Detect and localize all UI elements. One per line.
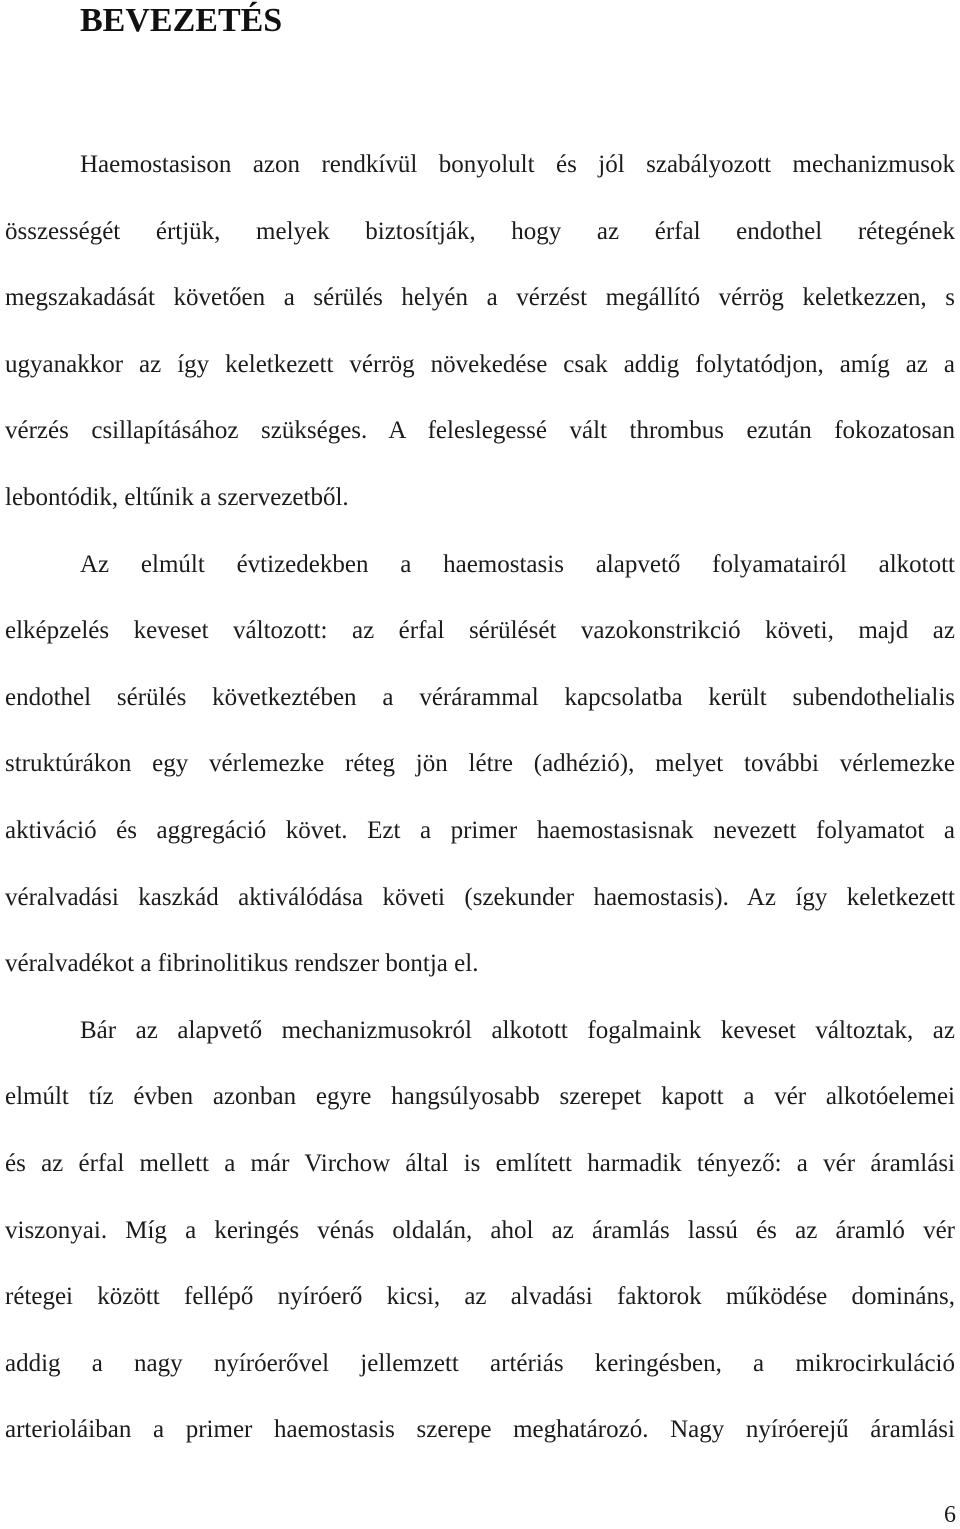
- text-line: aktiváció és aggregáció követ. Ezt a primer haemostasisnak nevezett folyamatot a: [5, 816, 955, 844]
- text-line: arterioláiban a primer haemostasis szerepe meghatározó. Nagy nyíróerejű áramlási: [5, 1416, 955, 1444]
- section-heading: BEVEZETÉS: [80, 2, 283, 39]
- text-line: összességét értjük, melyek biztosítják, hogy az érfal endothel rétegének: [5, 217, 955, 245]
- text-line: ugyanakkor az így keletkezett vérrög növekedése csak addig folytatódjon, amíg az a: [5, 350, 955, 378]
- text-line: véralvadási kaszkád aktiválódása követi (szekunder haemostasis). Az így keletkezett: [5, 883, 955, 911]
- paragraph-2: [5, 532, 955, 998]
- paragraph-3: [5, 998, 955, 1464]
- text-line: és az érfal mellett a már Virchow által is említett harmadik tényező: a vér áramlási: [5, 1149, 955, 1177]
- text-line: megszakadását követően a sérülés helyén a vérzést megállító vérrög keletkezzen, s: [5, 284, 955, 312]
- text-line: struktúrákon egy vérlemezke réteg jön létre (adhézió), melyet további vérlemezke: [5, 750, 955, 778]
- body-text: [5, 132, 955, 1464]
- page-number: 6: [944, 1502, 956, 1528]
- text-line: Haemostasison azon rendkívül bonyolult és jól szabályozott mechanizmusok: [80, 151, 955, 178]
- text-line: rétegei között fellépő nyíróerő kicsi, az alvadási faktorok működése domináns,: [5, 1283, 955, 1311]
- text-line: addig a nagy nyíróerővel jellemzett artériás keringésben, a mikrocirkuláció: [5, 1349, 955, 1377]
- text-line: Az elmúlt évtizedekben a haemostasis alapvető folyamatairól alkotott: [80, 550, 955, 578]
- text-line: endothel sérülés következtében a vérárammal kapcsolatba került subendothelialis: [5, 683, 955, 711]
- text-line: vérzés csillapításához szükséges. A feleslegessé vált thrombus ezután fokozatosan: [5, 417, 955, 445]
- text-line: viszonyai. Míg a keringés vénás oldalán, ahol az áramlás lassú és az áramló vér: [5, 1216, 955, 1244]
- text-line: véralvadékot a fibrinolitikus rendszer bontja el.: [5, 950, 479, 978]
- text-line: elmúlt tíz évben azonban egyre hangsúlyosabb szerepet kapott a vér alkotóelemei: [5, 1083, 955, 1111]
- paragraph-1: [5, 132, 955, 532]
- text-line: elképzelés keveset változott: az érfal sérülését vazokonstrikció követi, majd az: [5, 617, 955, 645]
- text-line: lebontódik, eltűnik a szervezetből.: [5, 483, 349, 511]
- text-line: Bár az alapvető mechanizmusokról alkotott fogalmaink keveset változtak, az: [80, 1016, 955, 1044]
